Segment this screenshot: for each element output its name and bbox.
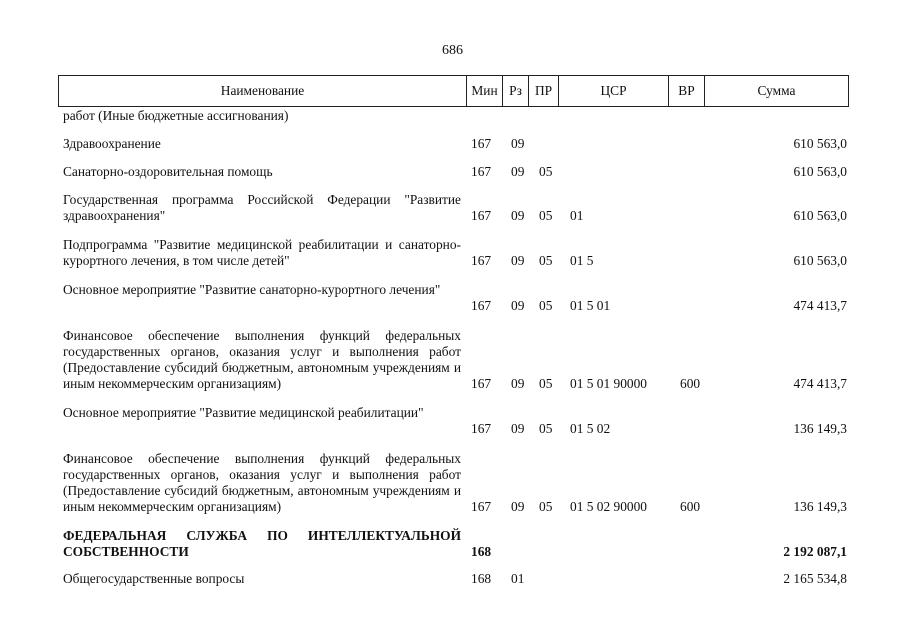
row-name: Санаторно-оздоровительная помощь xyxy=(63,164,273,179)
row-name: Здравоохранение xyxy=(63,136,161,151)
row-pr: 05 xyxy=(539,376,553,391)
row-pr: 05 xyxy=(539,421,553,436)
continued-text: работ (Иные бюджетные ассигнования) xyxy=(63,108,289,123)
row-min: 167 xyxy=(471,164,492,179)
row-name: Общегосударственные вопросы xyxy=(63,571,245,586)
table-row xyxy=(63,405,847,437)
row-csr: 01 5 01 90000 xyxy=(570,376,647,391)
row-pr: 05 xyxy=(539,208,553,223)
row-name: Основное мероприятие "Развитие санаторно-курортного лечения" xyxy=(63,282,441,297)
row-rz: 09 xyxy=(511,499,525,514)
row-min: 167 xyxy=(471,253,492,268)
row-rz: 09 xyxy=(511,164,525,179)
column-header-csr: ЦСР xyxy=(559,76,669,106)
row-vr: 600 xyxy=(680,376,701,391)
row-csr: 01 5 02 xyxy=(570,421,611,436)
row-rz: 01 xyxy=(511,571,525,586)
row-name: ФЕДЕРАЛЬНАЯ СЛУЖБА ПО ИНТЕЛЛЕКТУАЛЬНОЙ СОБСТВЕННОСТИ xyxy=(63,528,461,559)
row-min: 167 xyxy=(471,136,492,151)
row-min: 168 xyxy=(471,571,492,586)
row-rz: 09 xyxy=(511,376,525,391)
row-sum: 610 563,0 xyxy=(793,208,847,223)
table-row xyxy=(63,328,847,392)
row-sum: 610 563,0 xyxy=(793,164,847,179)
row-min: 167 xyxy=(471,499,492,514)
row-pr: 05 xyxy=(539,164,553,179)
row-csr: 01 5 02 90000 xyxy=(570,499,647,514)
row-name: Финансовое обеспечение выполнения функций федеральных государственных органов, оказания услуг и выполнения работ (Предоставление субсидий бюджетным, автономным учреждениям и иным некоммерческим организациям) xyxy=(63,451,461,514)
row-csr: 01 5 01 xyxy=(570,298,611,313)
row-sum: 474 413,7 xyxy=(793,376,847,391)
row-sum: 610 563,0 xyxy=(793,136,847,151)
row-rz: 09 xyxy=(511,253,525,268)
row-csr: 01 xyxy=(570,208,584,223)
row-name: Государственная программа Российской Федерации "Развитие здравоохранения" xyxy=(63,192,461,223)
row-sum: 136 149,3 xyxy=(793,499,847,514)
table-row xyxy=(63,192,847,224)
row-name: Финансовое обеспечение выполнения функций федеральных государственных органов, оказания услуг и выполнения работ (Предоставление субсидий бюджетным, автономным учреждениям и иным некоммерческим организациям) xyxy=(63,328,461,391)
table-row xyxy=(63,282,847,314)
row-sum: 2 192 087,1 xyxy=(783,544,847,559)
column-header-vr: ВР xyxy=(669,76,705,106)
row-name: Подпрограмма "Развитие медицинской реабилитации и санаторно-курортного лечения, в том числе детей" xyxy=(63,237,461,268)
column-header-rz: Рз xyxy=(503,76,529,106)
row-pr: 05 xyxy=(539,298,553,313)
row-sum: 610 563,0 xyxy=(793,253,847,268)
row-min: 167 xyxy=(471,298,492,313)
column-header-sum: Сумма xyxy=(757,83,796,98)
column-header-min: Мин xyxy=(467,76,503,106)
column-header-name: Наименование xyxy=(59,76,467,106)
row-min: 168 xyxy=(471,544,492,559)
table-row xyxy=(63,571,847,587)
row-pr: 05 xyxy=(539,499,553,514)
table-row xyxy=(63,237,847,269)
row-rz: 09 xyxy=(511,136,525,151)
table-row xyxy=(63,164,847,180)
table-header xyxy=(58,75,849,107)
row-rz: 09 xyxy=(511,208,525,223)
row-rz: 09 xyxy=(511,421,525,436)
row-sum: 474 413,7 xyxy=(793,298,847,313)
row-pr: 05 xyxy=(539,253,553,268)
row-csr: 01 5 xyxy=(570,253,594,268)
row-min: 167 xyxy=(471,376,492,391)
row-sum: 2 165 534,8 xyxy=(783,571,847,586)
table-row-section xyxy=(63,528,847,560)
table-row xyxy=(63,136,847,152)
row-sum: 136 149,3 xyxy=(793,421,847,436)
row-name: Основное мероприятие "Развитие медицинской реабилитации" xyxy=(63,405,424,420)
table-row xyxy=(63,451,847,515)
row-vr: 600 xyxy=(680,499,701,514)
row-min: 167 xyxy=(471,421,492,436)
row-min: 167 xyxy=(471,208,492,223)
column-header-pr: ПР xyxy=(529,76,559,106)
row-rz: 09 xyxy=(511,298,525,313)
page-number: 686 xyxy=(442,43,463,58)
